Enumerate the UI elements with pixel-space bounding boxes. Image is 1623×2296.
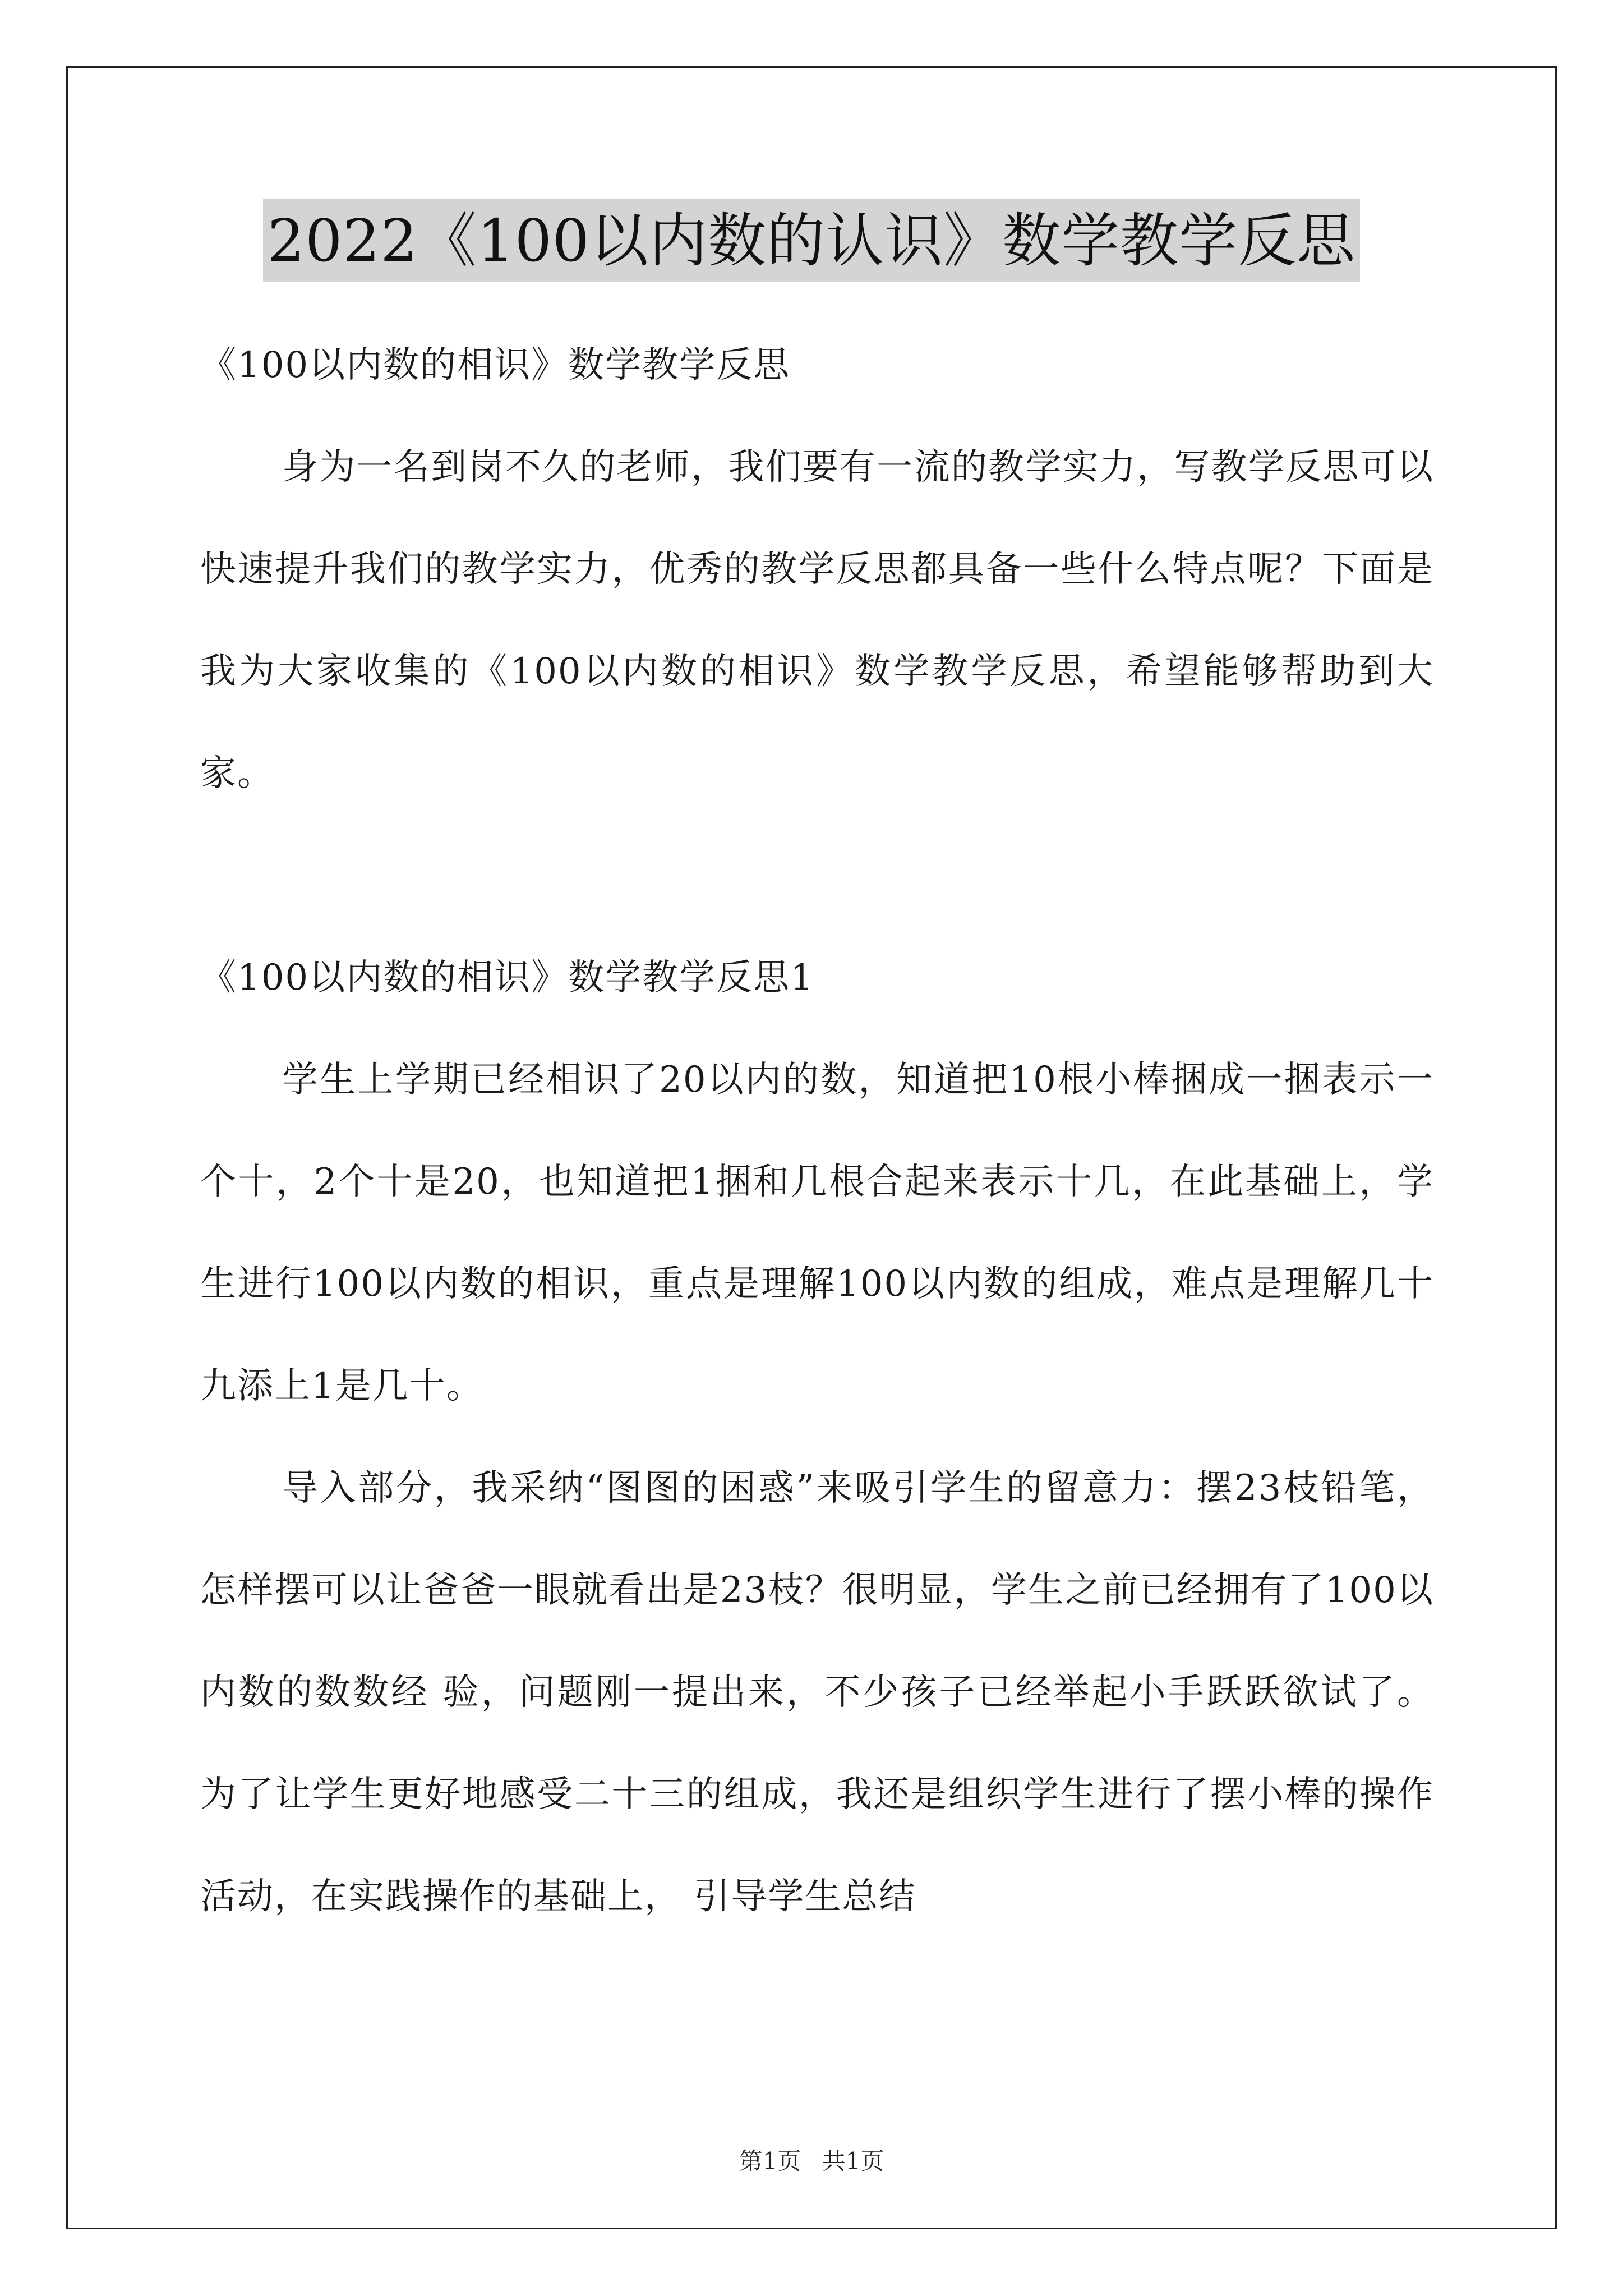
- page-footer: [0, 2143, 1623, 2177]
- intro-paragraph: 身为一名到岗不久的老师，我们要有一流的教学实力，写教学反思可以快速提升我们的教学实力，优秀的教学反思都具备一些什么特点呢？下面是我为大家收集的《100以内数的相识》数学教学反思，希望能够帮助到大家。: [200, 447, 1434, 794]
- subtitle: 《100以内数的相识》数学教学反思: [200, 344, 791, 386]
- page-number: 第1页: [739, 2147, 801, 2175]
- body-paragraph-1: 学生上学期已经相识了20以内的数，知道把10根小棒捆成一捆表示一个十，2个十是20，也知道把1捆和几根合起来表示十几，在此基础上，学生进行100以内数的相识，重点是理解100以内数的组成，难点是理解几十九添上1是几十。: [200, 1059, 1434, 1407]
- page-total: 共1页: [822, 2147, 884, 2175]
- title-container: [0, 199, 1623, 282]
- body-paragraph-2: 导入部分，我采纳“图图的困惑”来吸引学生的留意力：摆23枝铅笔，怎样摆可以让爸爸一眼就看出是23枝？很明显，学生之前已经拥有了100以内数的数数经 验，问题刚一提出来，不少孩子已经举起小手跃跃欲试了。 为了让学生更好地感受二十三的组成，我还是组织学生进行了摆小棒的操作活动，在实践操作的基础上， 引导学生总结: [200, 1467, 1434, 1917]
- document-body: [200, 314, 1434, 1948]
- document-title: 2022《100以内数的认识》数学教学反思: [263, 199, 1360, 282]
- section-spacer: [200, 825, 1434, 927]
- section-heading: 《100以内数的相识》数学教学反思1: [200, 957, 814, 999]
